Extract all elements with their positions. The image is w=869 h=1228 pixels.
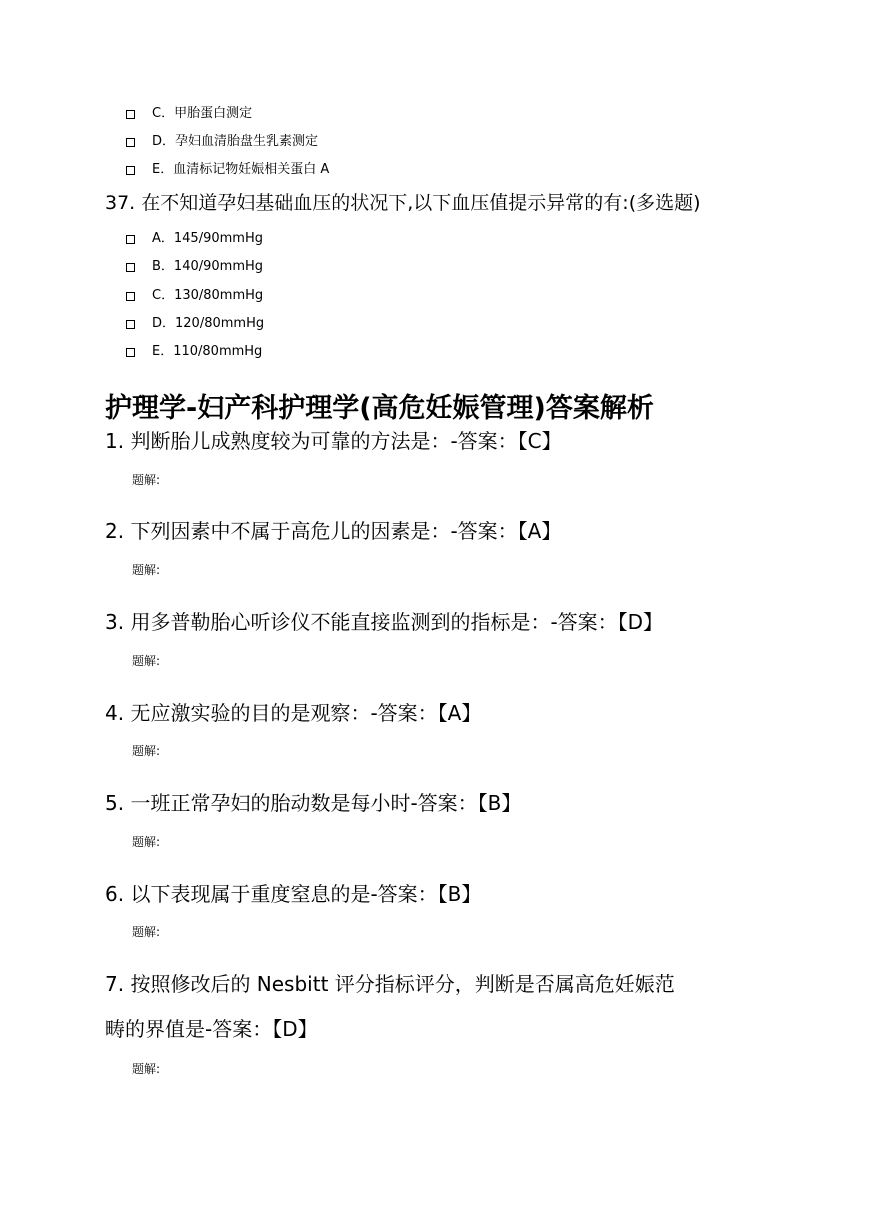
option-checkbox-row	[126, 231, 263, 247]
explanation-label: 题解:	[132, 744, 161, 758]
explanation-label: 题解:	[132, 654, 161, 668]
checkbox-icon[interactable]	[126, 110, 135, 119]
checkbox-icon[interactable]	[126, 348, 135, 357]
option-label: D．120/80mmHg	[152, 316, 265, 331]
checkbox-icon[interactable]	[126, 166, 135, 175]
explanation-label: 题解:	[132, 835, 161, 849]
checkbox-icon[interactable]	[126, 235, 135, 244]
explanation-label: 题解:	[132, 473, 161, 487]
answer-item-7-line2: 畴的界值是-答案：【D】	[105, 1017, 318, 1041]
answer-item-5: 5. 一班正常孕妇的胎动数是每小时-答案：【B】	[105, 791, 522, 815]
option-checkbox-row	[126, 288, 263, 304]
option-checkbox-row	[126, 259, 263, 275]
checkbox-icon[interactable]	[126, 138, 135, 147]
answer-item-2: 2. 下列因素中不属于高危儿的因素是：-答案：【A】	[105, 519, 562, 543]
checkbox-icon[interactable]	[126, 292, 135, 301]
option-checkbox-row	[126, 162, 329, 178]
question-37-text: 37. 在不知道孕妇基础血压的状况下,以下血压值提示异常的有:(多选题)	[105, 192, 701, 214]
option-checkbox-row	[126, 344, 262, 360]
checkbox-icon[interactable]	[126, 320, 135, 329]
answer-item-1: 1. 判断胎儿成熟度较为可靠的方法是：-答案：【C】	[105, 429, 562, 453]
option-label: C．甲胎蛋白测定	[152, 106, 253, 121]
option-checkbox-row	[126, 134, 318, 150]
option-label: A．145/90mmHg	[152, 231, 263, 246]
section-heading: 护理学-妇产科护理学(高危妊娠管理)答案解析	[105, 393, 654, 424]
option-label: E．血清标记物妊娠相关蛋白 A	[152, 162, 330, 177]
option-checkbox-row	[126, 316, 264, 332]
explanation-label: 题解:	[132, 563, 161, 577]
explanation-label: 题解:	[132, 1062, 161, 1076]
option-label: B．140/90mmHg	[152, 259, 264, 274]
answer-item-6: 6. 以下表现属于重度窒息的是-答案：【B】	[105, 882, 482, 906]
option-label: C．130/80mmHg	[152, 288, 264, 303]
explanation-label: 题解:	[132, 925, 161, 939]
option-label: D．孕妇血清胎盘生乳素测定	[152, 134, 319, 149]
answer-item-3: 3. 用多普勒胎心听诊仪不能直接监测到的指标是：-答案：【D】	[105, 610, 664, 634]
answer-item-7-line1: 7. 按照修改后的 Nesbitt 评分指标评分，判断是否属高危妊娠范	[105, 972, 675, 996]
checkbox-icon[interactable]	[126, 263, 135, 272]
answer-item-4: 4. 无应激实验的目的是观察：-答案：【A】	[105, 701, 482, 725]
option-checkbox-row	[126, 106, 252, 122]
option-label: E．110/80mmHg	[152, 344, 263, 359]
